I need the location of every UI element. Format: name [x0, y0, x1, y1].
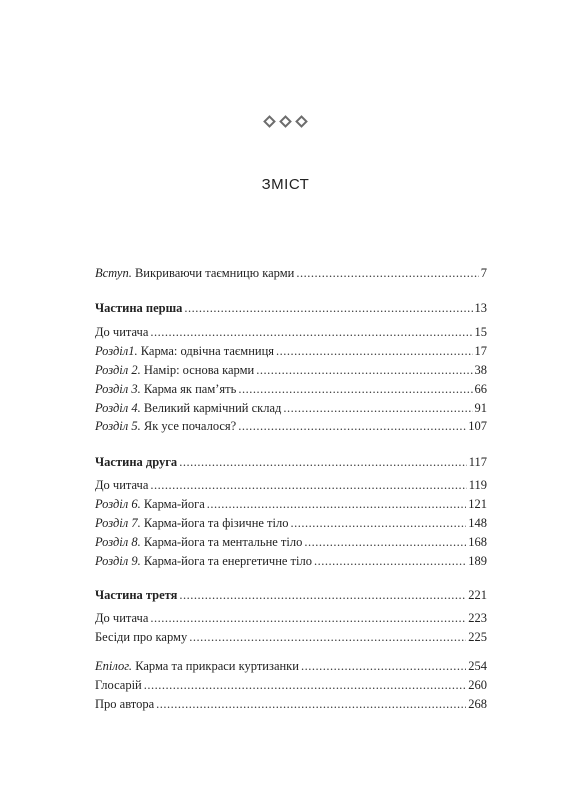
toc-entry-page: 268 — [468, 697, 487, 711]
toc-entry-prefix: Розділ 8. — [95, 535, 141, 549]
toc-entry-page: 168 — [468, 535, 487, 549]
dot-leader — [150, 608, 466, 628]
toc-entry-prefix: Вступ. — [95, 266, 132, 280]
dot-leader — [304, 532, 466, 552]
toc-entry — [95, 341, 487, 361]
toc-entry-page: 107 — [468, 419, 487, 433]
toc-entry-prefix: Розділ1. — [95, 344, 138, 358]
toc-entry — [95, 379, 487, 399]
toc-entry — [95, 656, 487, 676]
toc-entry — [95, 608, 487, 628]
toc-entry — [95, 694, 487, 714]
toc-entry — [95, 513, 487, 533]
toc-entry-title: Карма: одвічна таємниця — [137, 344, 275, 358]
toc-entry-title: Намір: основа карми — [140, 363, 255, 377]
toc-entry-prefix: Розділ 9. — [95, 554, 141, 568]
toc-part-heading — [95, 452, 487, 472]
toc-entry-prefix: Розділ 4. — [95, 401, 141, 415]
toc-entry — [95, 627, 487, 647]
toc-entry-title: Глосарій — [95, 678, 142, 692]
toc-part-heading — [95, 585, 487, 605]
dot-leader — [290, 513, 466, 533]
dot-leader — [296, 263, 478, 283]
dot-leader — [150, 322, 472, 342]
toc-entry-title: До читача — [95, 478, 149, 492]
toc-entry-title: Частина третя — [95, 588, 178, 602]
toc-entry-page: 260 — [468, 678, 487, 692]
toc-entry-page: 15 — [474, 325, 487, 339]
dot-leader — [184, 298, 472, 318]
toc-entry-prefix: Розділ 7. — [95, 516, 141, 530]
toc-entry — [95, 398, 487, 418]
toc-entry — [95, 675, 487, 695]
dot-leader — [256, 360, 472, 380]
dot-leader — [283, 398, 472, 418]
toc-entry-title: Бесіди про карму — [95, 630, 188, 644]
toc-entry — [95, 475, 487, 495]
toc-entry-title: Частина друга — [95, 455, 178, 469]
toc-entry-title: Карма як пам’ять — [140, 382, 237, 396]
toc-entry-page: 119 — [468, 478, 487, 492]
dot-leader — [276, 341, 472, 361]
page-title: ЗМІСТ — [261, 176, 310, 193]
toc-entry — [95, 322, 487, 342]
toc-entry-prefix: Розділ 5. — [95, 419, 141, 433]
toc-entry-prefix: Розділ 6. — [95, 497, 141, 511]
ornament — [0, 117, 571, 126]
toc-entry-page: 221 — [468, 588, 487, 602]
dot-leader — [179, 452, 467, 472]
toc-entry-title: До читача — [95, 325, 149, 339]
toc-part-heading — [95, 298, 487, 318]
toc-entry-page: 189 — [468, 554, 487, 568]
dot-leader — [314, 551, 466, 571]
dot-leader — [238, 379, 472, 399]
toc-entry — [95, 494, 487, 514]
dot-leader — [156, 694, 466, 714]
toc-entry-title: Карма-йога та енергетичне тіло — [140, 554, 312, 568]
toc-entry — [95, 263, 487, 283]
toc-entry-page: 91 — [474, 401, 487, 415]
dot-leader — [179, 585, 466, 605]
toc-entry-page: 121 — [468, 497, 487, 511]
toc-entry-title: Як усе почалося? — [140, 419, 237, 433]
toc-entry-page: 148 — [468, 516, 487, 530]
toc-entry-title: Карма-йога — [140, 497, 205, 511]
dot-leader — [144, 675, 467, 695]
toc-entry-title: Карма-йога та фізичне тіло — [140, 516, 289, 530]
toc-entry-page: 117 — [468, 455, 487, 469]
toc-entry — [95, 360, 487, 380]
dot-leader — [301, 656, 466, 676]
dot-leader — [238, 416, 466, 436]
toc-entry-page: 7 — [480, 266, 487, 280]
toc-entry-title: Викриваючи таємницю карми — [131, 266, 295, 280]
toc-entry-prefix: Розділ 3. — [95, 382, 141, 396]
diamond-icon — [295, 115, 308, 128]
toc-entry-page: 223 — [468, 611, 487, 625]
dot-leader — [207, 494, 466, 514]
toc-entry-page: 38 — [474, 363, 487, 377]
toc-entry-title: Карма-йога та ментальне тіло — [140, 535, 303, 549]
toc-entry-prefix: Розділ 2. — [95, 363, 141, 377]
dot-leader — [189, 627, 466, 647]
diamond-icon — [263, 115, 276, 128]
toc-entry — [95, 416, 487, 436]
toc-entry-title: Великий кармічний склад — [140, 401, 282, 415]
toc-entry-page: 66 — [474, 382, 487, 396]
toc-entry — [95, 551, 487, 571]
diamond-icon — [279, 115, 292, 128]
toc-entry-page: 225 — [468, 630, 487, 644]
toc-entry-page: 254 — [468, 659, 487, 673]
toc-entry — [95, 532, 487, 552]
toc-entry-title: До читача — [95, 611, 149, 625]
toc-entry-prefix: Епілог. — [95, 659, 133, 673]
toc-entry-page: 17 — [474, 344, 487, 358]
toc-entry-title: Про автора — [95, 697, 155, 711]
dot-leader — [150, 475, 466, 495]
toc-entry-title: Карма та прикраси куртизанки — [132, 659, 299, 673]
toc-entry-title: Частина перша — [95, 301, 183, 315]
toc-entry-page: 13 — [474, 301, 487, 315]
